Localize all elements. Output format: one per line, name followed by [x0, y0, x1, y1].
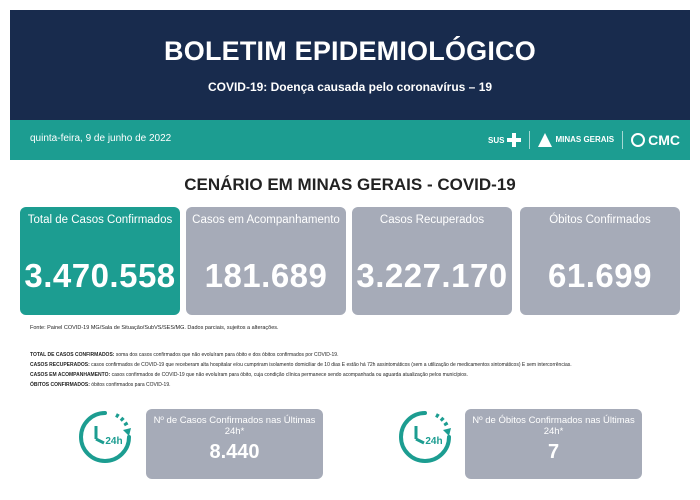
- cmc-mark-icon: [631, 133, 645, 147]
- bulletin-subtitle: COVID-19: Doença causada pelo coronavírus – 19: [207, 80, 493, 94]
- logo-divider: [622, 131, 623, 149]
- clock-24h-icon: [76, 408, 134, 466]
- card-daily-deaths: [465, 409, 642, 479]
- card-daily-cases: [146, 409, 323, 479]
- section-title: CENÁRIO EM MINAS GERAIS - COVID-19: [184, 175, 516, 194]
- card-label: Casos Recuperados: [379, 214, 485, 226]
- definition-item: [30, 370, 680, 380]
- clock-24h-label: 24h: [105, 436, 123, 447]
- definition-text: óbitos confirmados para COVID-19.: [89, 382, 171, 388]
- definition-item: [30, 360, 680, 370]
- sus-logo-text: SUS: [487, 135, 505, 145]
- cmc-logo-text: CMC: [648, 132, 680, 148]
- card-value: 181.689: [204, 257, 328, 294]
- card-label: Óbitos Confirmados: [549, 214, 651, 226]
- card-label: Total de Casos Confirmados: [27, 214, 173, 226]
- definition-item: [30, 350, 680, 360]
- card-deaths: [520, 207, 680, 315]
- card-value: 3.227.170: [356, 257, 508, 294]
- definition-item: [30, 380, 680, 390]
- logo-divider: [529, 131, 530, 149]
- card-label: Nº de Óbitos Confirmados nas Últimas 24h*: [472, 415, 635, 437]
- definition-term: CASOS RECUPERADOS:: [30, 362, 90, 368]
- minas-gerais-logo: [538, 133, 614, 147]
- triangle-icon: [538, 133, 552, 147]
- minas-gerais-logo-text: MINAS GERAIS: [555, 135, 615, 144]
- card-total-cases: [20, 207, 180, 315]
- card-value: 8.440: [209, 441, 260, 463]
- definition-text: soma dos casos confirmados que não evoluíram para óbito e dos óbitos confirmados por COVID-19.: [114, 352, 339, 358]
- date-bar: [10, 120, 690, 160]
- source-note: Fonte: Painel COVID-19 MG/Sala de Situação/SubVS/SES/MG. Dados parciais, sujeitos a alterações.: [30, 325, 279, 331]
- definition-term: CASOS EM ACOMPANHAMENTO:: [30, 372, 111, 378]
- definition-text: casos confirmados de COVID-19 que não evoluíram para óbito, cuja condição clínica permanece sendo acompanhada ou aguarda atualização pelos municípios.: [110, 372, 468, 378]
- bulletin-date: quinta-feira, 9 de junho de 2022: [30, 133, 172, 144]
- card-value: 3.470.558: [24, 257, 176, 294]
- card-value: 7: [547, 441, 560, 463]
- bulletin-title: BOLETIM EPIDEMIOLÓGICO: [164, 36, 536, 66]
- definition-term: ÓBITOS CONFIRMADOS:: [30, 382, 90, 388]
- clock-24h-label: 24h: [425, 436, 443, 447]
- sus-logo: [488, 133, 521, 147]
- clock-24h-icon: [396, 408, 454, 466]
- card-label: Casos em Acompanhamento: [192, 214, 340, 226]
- definition-text: casos confirmados de COVID-19 que receberam alta hospitalar e/ou cumpriram isolamento domiciliar de 10 dias E estão há 72h assintomáticos (sem a utilização de medicamentos sintomáticos) E sem intercorrências.: [89, 362, 572, 368]
- definition-term: TOTAL DE CASOS CONFIRMADOS:: [30, 352, 115, 358]
- cmc-logo: [631, 132, 680, 148]
- header-banner: [10, 10, 690, 120]
- card-label: Nº de Casos Confirmados nas Últimas 24h*: [153, 415, 316, 437]
- card-recovered: [352, 207, 512, 315]
- card-value: 61.699: [548, 257, 652, 294]
- card-cases-monitoring: [186, 207, 346, 315]
- logo-group: [488, 128, 680, 152]
- cross-icon: [507, 133, 521, 147]
- definitions: [30, 350, 680, 390]
